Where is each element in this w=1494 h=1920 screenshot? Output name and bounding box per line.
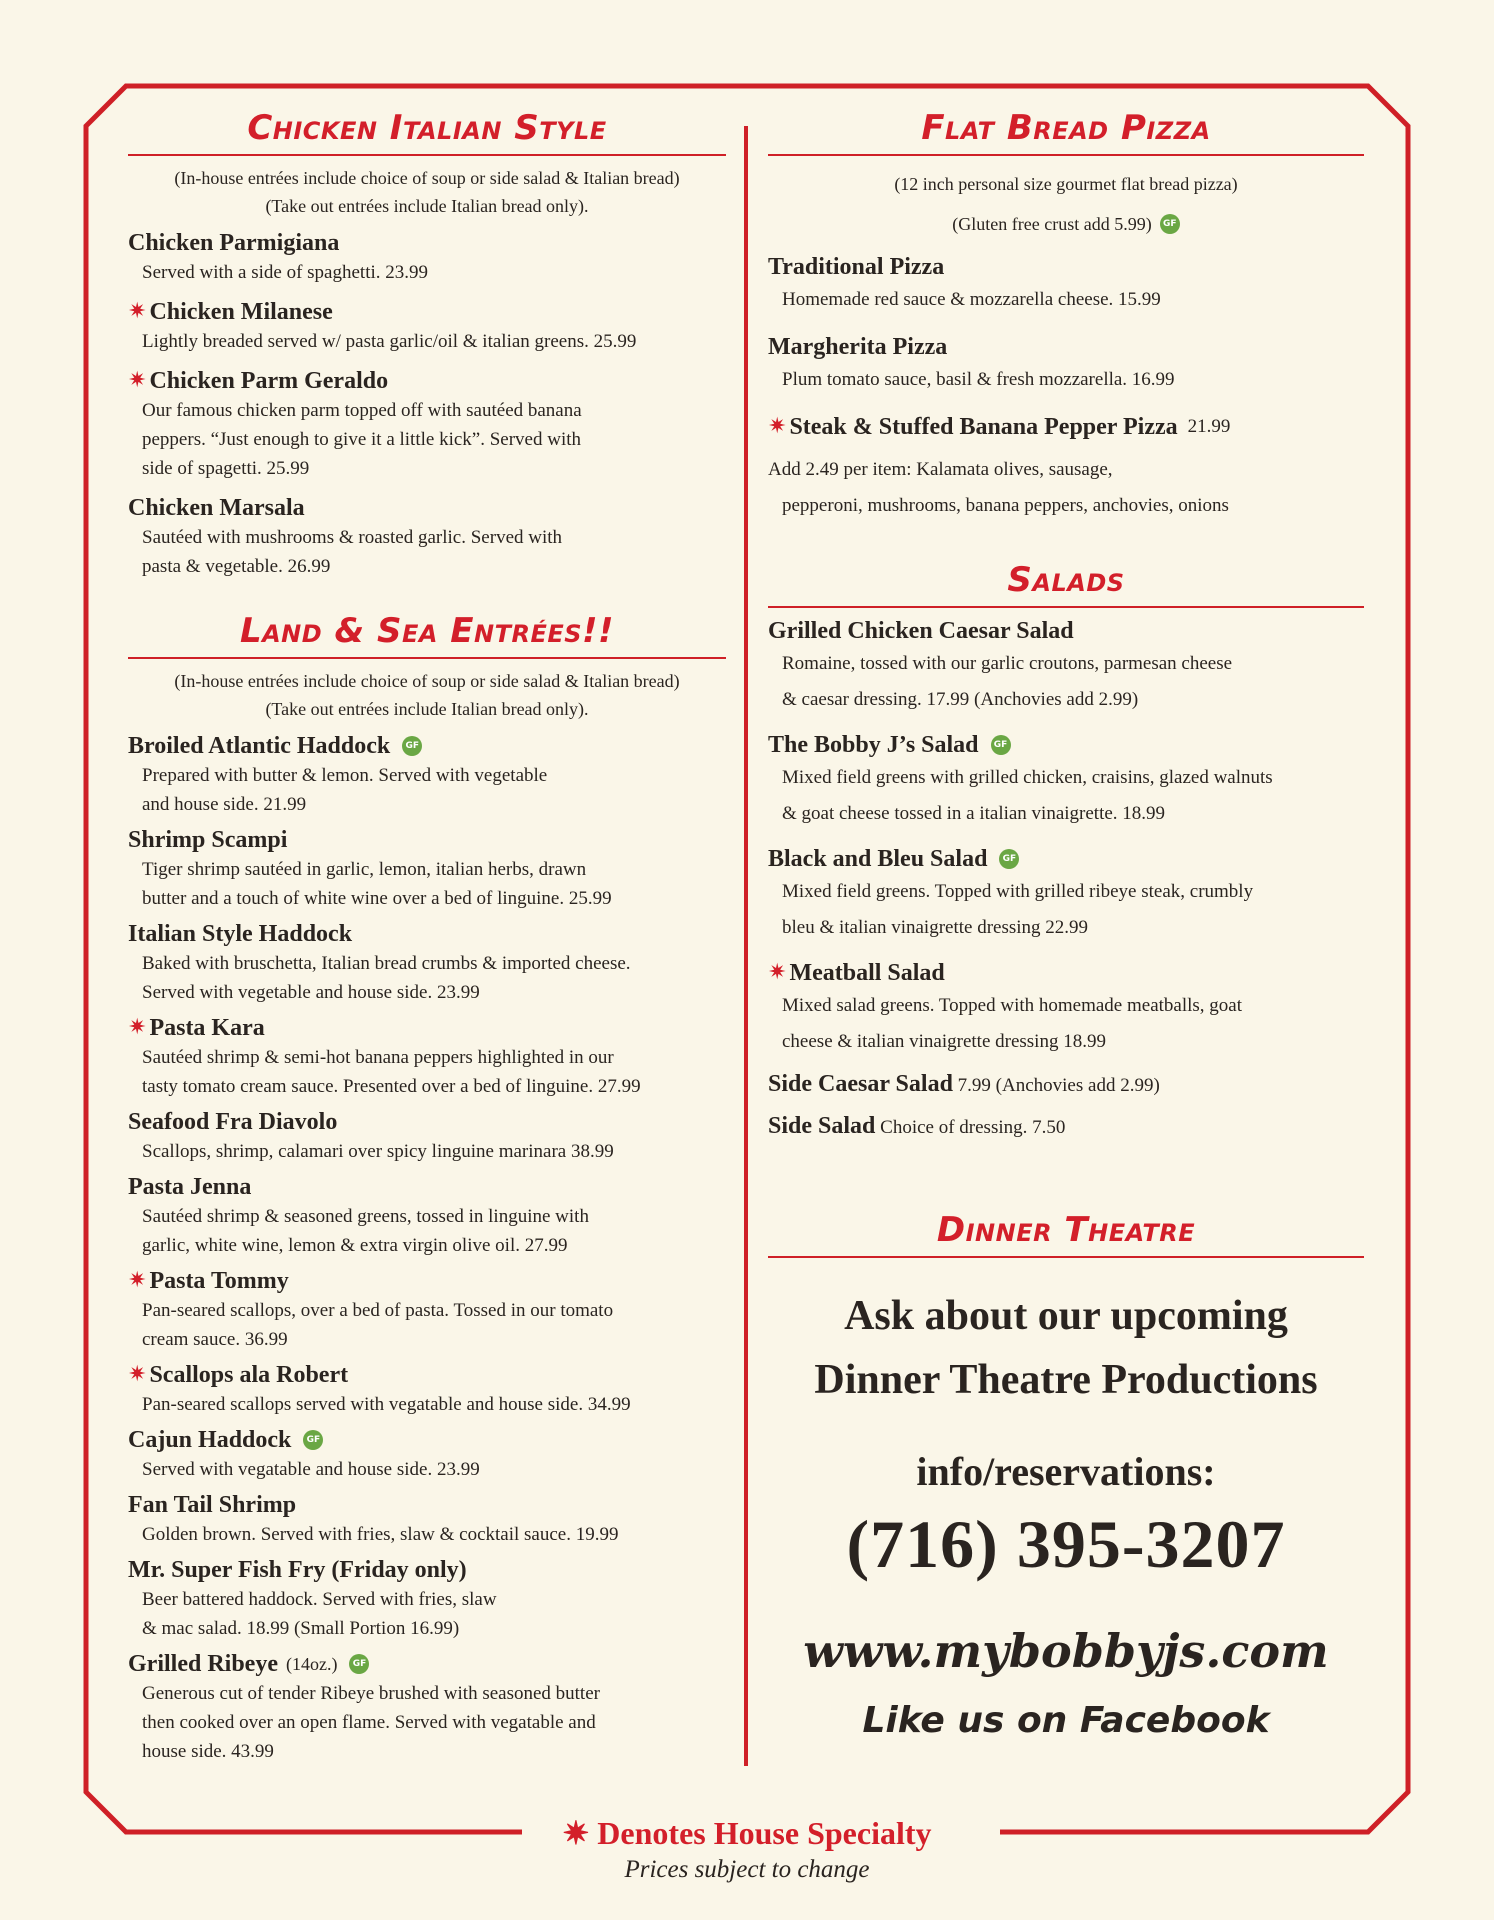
item-description — [128, 1202, 726, 1260]
item-description — [768, 874, 1364, 946]
desc-line: Tiger shrimp sautéed in garlic, lemon, italian herbs, drawn — [142, 859, 587, 880]
item-name: Chicken Milanese — [149, 299, 333, 325]
menu-item — [128, 731, 726, 819]
item-name: Side Salad — [768, 1113, 876, 1139]
note-gluten-free — [768, 204, 1364, 244]
item-name: Chicken Parm Geraldo — [149, 368, 389, 394]
item-name: The Bobby J’s Salad — [768, 732, 979, 758]
item-description — [768, 760, 1364, 832]
item-name: Fan Tail Shrimp — [128, 1492, 297, 1518]
item-name: Cajun Haddock — [128, 1427, 292, 1453]
item-description — [128, 396, 726, 483]
item-description: 7.99 (Anchovies add 2.99) — [957, 1075, 1160, 1096]
menu-item — [128, 366, 726, 483]
item-description — [128, 1043, 726, 1101]
item-name: Seafood Fra Diavolo — [128, 1109, 338, 1135]
desc-line: Mixed field greens with grilled chicken, craisins, glazed walnuts — [782, 767, 1273, 788]
desc-line: Sautéed shrimp & seasoned greens, tossed in linguine with — [142, 1206, 589, 1227]
menu-item — [128, 1172, 726, 1260]
chicken-section — [128, 108, 726, 581]
section-title-salads: Salads — [768, 560, 1364, 608]
section-title-pizza: Flat Bread Pizza — [768, 108, 1364, 156]
note-gluten-free-text: (Gluten free crust add 5.99) — [952, 214, 1152, 234]
gluten-free-icon: GF — [999, 849, 1019, 869]
reservations-label: info/reservations: — [916, 1449, 1216, 1494]
menu-item — [128, 825, 726, 913]
menu-item — [128, 493, 726, 581]
item-name-row — [128, 366, 726, 396]
menu-item — [128, 1013, 726, 1101]
desc-line: cheese & italian vinaigrette dressing 18.99 — [782, 1031, 1106, 1052]
item-description: Golden brown. Served with fries, slaw & cocktail sauce. 19.99 — [142, 1524, 619, 1545]
menu-item — [128, 1266, 726, 1354]
desc-line: & mac salad. 18.99 (Small Portion 16.99) — [142, 1618, 460, 1639]
item-name: Italian Style Haddock — [128, 921, 353, 947]
menu-item — [128, 1649, 726, 1766]
pizza-section — [768, 108, 1364, 524]
dinner-theatre-section — [768, 1210, 1364, 1741]
desc-line: bleu & italian vinaigrette dressing 22.99 — [782, 917, 1089, 938]
item-description: Served with a side of spaghetti. 23.99 — [142, 262, 429, 283]
column-divider — [744, 126, 748, 1766]
item-name: Pasta Jenna — [128, 1174, 252, 1200]
menu-item — [768, 252, 1364, 318]
item-name: Chicken Marsala — [128, 495, 305, 521]
desc-line: peppers. “Just enough to give it a little kick”. Served with — [142, 429, 582, 450]
house-specialty-star-icon: ✷ — [128, 368, 147, 393]
desc-line: pasta & vegetable. 26.99 — [142, 556, 331, 577]
item-description: Served with vegatable and house side. 23.99 — [142, 1459, 480, 1480]
item-description: Homemade red sauce & mozzarella cheese. 15.99 — [782, 289, 1161, 310]
desc-line: Pan-seared scallops, over a bed of pasta. Tossed in our tomato — [142, 1300, 614, 1321]
desc-line: then cooked over an open flame. Served with vegatable and — [142, 1712, 596, 1733]
house-specialty-star-icon: ✷ — [128, 1362, 147, 1387]
item-description: Pan-seared scallops served with vegatable and house side. 34.99 — [142, 1394, 631, 1415]
land-sea-section — [128, 611, 726, 1766]
item-name: Meatball Salad — [789, 960, 945, 986]
menu-item — [128, 1107, 726, 1166]
item-price: 21.99 — [1187, 416, 1231, 437]
menu-item — [768, 958, 1364, 1060]
item-name: Side Caesar Salad — [768, 1071, 953, 1097]
item-name-row — [128, 1360, 726, 1390]
item-name: Scallops ala Robert — [149, 1362, 349, 1388]
item-name: Grilled Chicken Caesar Salad — [768, 618, 1074, 644]
item-description — [768, 646, 1364, 718]
item-name: Pasta Tommy — [149, 1268, 289, 1294]
menu-item — [128, 919, 726, 1007]
note-takeout: (Take out entrées include Italian bread only). — [265, 699, 589, 719]
gluten-free-icon: GF — [349, 1654, 369, 1674]
addon-line: Add 2.49 per item: Kalamata olives, sausage, — [768, 459, 1113, 480]
item-description: Lightly breaded served w/ pasta garlic/oil & italian greens. 25.99 — [142, 331, 637, 352]
item-description — [128, 949, 726, 1007]
item-size: (14oz.) — [285, 1654, 338, 1674]
item-description — [128, 523, 726, 581]
item-name-row — [128, 1649, 726, 1679]
left-column — [128, 108, 726, 1766]
item-description: Scallops, shrimp, calamari over spicy linguine marinara 38.99 — [142, 1141, 614, 1162]
item-description — [128, 1296, 726, 1354]
salads-section — [768, 560, 1364, 1148]
desc-line: cream sauce. 36.99 — [142, 1329, 288, 1350]
house-specialty-star-icon: ✷ — [128, 1015, 147, 1040]
desc-line: tasty tomato cream sauce. Presented over a bed of linguine. 27.99 — [142, 1076, 641, 1097]
desc-line: house side. 43.99 — [142, 1741, 274, 1762]
desc-line: Sautéed shrimp & semi-hot banana peppers highlighted in our — [142, 1047, 614, 1068]
item-name-row — [768, 730, 1364, 760]
item-name-row — [128, 1013, 726, 1043]
gluten-free-icon: GF — [303, 1430, 323, 1450]
menu-item — [128, 1360, 726, 1419]
desc-line: Mixed salad greens. Topped with homemade meatballs, goat — [782, 995, 1243, 1016]
item-name: Pasta Kara — [149, 1015, 265, 1041]
desc-line: Prepared with butter & lemon. Served with vegetable — [142, 765, 548, 786]
desc-line: Sautéed with mushrooms & roasted garlic. Served with — [142, 527, 563, 548]
desc-line: & goat cheese tossed in a italian vinaigrette. 18.99 — [782, 803, 1166, 824]
house-specialty-star-icon: ✷ — [128, 1268, 147, 1293]
item-name-row — [128, 297, 726, 327]
item-name: Chicken Parmigiana — [128, 230, 340, 256]
item-name-row — [128, 731, 726, 761]
desc-line: garlic, white wine, lemon & extra virgin olive oil. 27.99 — [142, 1235, 568, 1256]
item-description — [128, 1679, 726, 1766]
menu-item — [768, 332, 1364, 398]
side-salad — [768, 1106, 1364, 1148]
item-name: Traditional Pizza — [768, 254, 945, 280]
section-note — [128, 164, 726, 220]
addon-line: pepperoni, mushrooms, banana peppers, anchovies, onions — [782, 495, 1229, 516]
ask-line: Ask about our upcoming — [844, 1293, 1288, 1339]
section-note — [768, 164, 1364, 244]
item-description — [128, 855, 726, 913]
legend-text: Denotes House Specialty — [597, 1815, 932, 1851]
legend-wrap — [548, 1815, 945, 1851]
note-takeout: (Take out entrées include Italian bread only). — [265, 196, 589, 216]
pizza-addons — [768, 452, 1364, 524]
item-name-row — [128, 1266, 726, 1296]
section-title-dinner-theatre: Dinner Theatre — [768, 1210, 1364, 1258]
desc-line: butter and a touch of white wine over a bed of linguine. 25.99 — [142, 888, 612, 909]
item-name-row — [768, 412, 1364, 442]
phone-number[interactable]: (716) 395-3207 — [846, 1506, 1286, 1582]
theatre-info — [768, 1284, 1364, 1741]
menu-item — [768, 412, 1364, 442]
section-title-land-sea: Land & Sea Entrées!! — [128, 611, 726, 659]
item-name: Steak & Stuffed Banana Pepper Pizza — [789, 414, 1178, 440]
prices-note: Prices subject to change — [624, 1856, 870, 1883]
desc-line: Served with vegetable and house side. 23.99 — [142, 982, 480, 1003]
house-specialty-legend — [0, 1814, 1494, 1852]
item-description: Choice of dressing. 7.50 — [880, 1117, 1066, 1138]
house-specialty-star-icon: ✷ — [128, 299, 147, 324]
menu-item — [128, 228, 726, 287]
item-description — [128, 761, 726, 819]
website-link[interactable]: www.mybobbyjs.com — [803, 1624, 1329, 1678]
menu-item — [128, 1490, 726, 1549]
right-column — [768, 108, 1364, 1741]
item-description — [128, 1585, 726, 1643]
theatre-ask — [768, 1284, 1364, 1412]
desc-line: Mixed field greens. Topped with grilled ribeye steak, crumbly — [782, 881, 1254, 902]
menu-item — [768, 844, 1364, 946]
menu-item — [128, 1555, 726, 1643]
section-title-chicken: Chicken Italian Style — [128, 108, 726, 156]
house-specialty-star-icon: ✷ — [768, 960, 787, 985]
desc-line: and house side. 21.99 — [142, 794, 307, 815]
desc-line: & caesar dressing. 17.99 (Anchovies add 2.99) — [782, 689, 1139, 710]
item-description: Plum tomato sauce, basil & fresh mozzarella. 16.99 — [782, 369, 1175, 390]
item-name-row — [768, 844, 1364, 874]
gluten-free-icon: GF — [991, 735, 1011, 755]
menu-item — [768, 730, 1364, 832]
note-pizza-size: (12 inch personal size gourmet flat bread pizza) — [894, 174, 1238, 194]
gluten-free-icon: GF — [1160, 214, 1180, 234]
house-specialty-star-icon: ✷ — [562, 1815, 590, 1851]
gluten-free-icon: GF — [402, 736, 422, 756]
menu-item — [768, 616, 1364, 718]
item-name: Grilled Ribeye — [128, 1651, 278, 1677]
menu-item — [128, 1425, 726, 1484]
desc-line: Romaine, tossed with our garlic croutons, parmesan cheese — [782, 653, 1233, 674]
item-name: Broiled Atlantic Haddock — [128, 733, 391, 759]
facebook-link[interactable]: Like us on Facebook — [862, 1700, 1270, 1741]
side-caesar-salad — [768, 1064, 1364, 1106]
desc-line: Our famous chicken parm topped off with sautéed banana — [142, 400, 582, 421]
menu-item — [128, 297, 726, 356]
item-name: Margherita Pizza — [768, 334, 948, 360]
note-inhouse: (In-house entrées include choice of soup or side salad & Italian bread) — [174, 168, 680, 188]
note-inhouse: (In-house entrées include choice of soup or side salad & Italian bread) — [174, 671, 680, 691]
ask-line: Dinner Theatre Productions — [814, 1357, 1318, 1403]
item-description — [768, 988, 1364, 1060]
desc-line: Beer battered haddock. Served with fries, slaw — [142, 1589, 497, 1610]
item-name: Shrimp Scampi — [128, 827, 288, 853]
item-name: Mr. Super Fish Fry (Friday only) — [128, 1557, 467, 1583]
item-name-row — [128, 1425, 726, 1455]
desc-line: Baked with bruschetta, Italian bread crumbs & imported cheese. — [142, 953, 631, 974]
item-name: Black and Bleu Salad — [768, 846, 988, 872]
item-name-row — [768, 958, 1364, 988]
desc-line: side of spagetti. 25.99 — [142, 458, 310, 479]
house-specialty-star-icon: ✷ — [768, 414, 787, 439]
desc-line: Generous cut of tender Ribeye brushed with seasoned butter — [142, 1683, 600, 1704]
section-note — [128, 667, 726, 723]
